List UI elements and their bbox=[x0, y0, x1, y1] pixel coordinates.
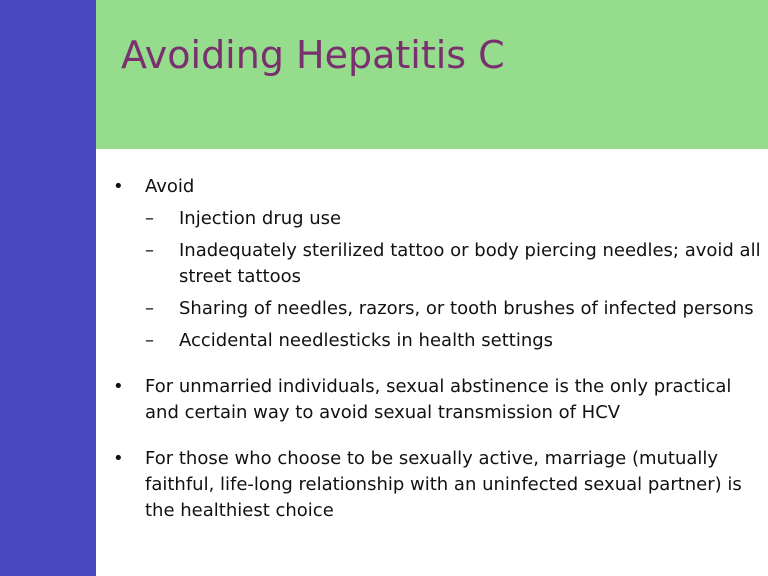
sub-bullet-text: Injection drug use bbox=[179, 208, 342, 229]
slide-body bbox=[113, 174, 763, 524]
bullet-text: Avoid bbox=[145, 176, 195, 197]
bullet-abstinence bbox=[113, 374, 763, 426]
dash-icon: – bbox=[145, 330, 154, 351]
sub-bullet-needlesticks bbox=[113, 328, 763, 354]
sub-bullet-tattoo bbox=[113, 238, 763, 290]
sub-bullet-text: Accidental needlesticks in health settings bbox=[179, 330, 554, 351]
sub-bullet-injection bbox=[113, 206, 763, 232]
dash-icon: – bbox=[145, 208, 154, 229]
sub-bullet-text: Inadequately sterilized tattoo or body piercing needles; avoid all street tattoos bbox=[179, 240, 761, 287]
sub-bullet-sharing bbox=[113, 296, 763, 322]
dash-icon: – bbox=[145, 298, 154, 319]
bullet-marriage bbox=[113, 446, 763, 524]
side-bar bbox=[0, 0, 96, 576]
bullet-icon: • bbox=[113, 448, 124, 469]
bullet-text: For those who choose to be sexually active, marriage (mutually faithful, life-long relationship with an uninfected sexual partner) is the healthiest choice bbox=[145, 448, 742, 521]
slide-title: Avoiding Hepatitis C bbox=[121, 33, 505, 77]
bullet-text: For unmarried individuals, sexual abstinence is the only practical and certain way to avoid sexual transmission of HCV bbox=[145, 376, 732, 423]
bullet-icon: • bbox=[113, 376, 124, 397]
bullet-icon: • bbox=[113, 176, 124, 197]
sub-bullet-text: Sharing of needles, razors, or tooth brushes of infected persons bbox=[179, 298, 754, 319]
dash-icon: – bbox=[145, 240, 154, 261]
bullet-avoid bbox=[113, 174, 763, 200]
